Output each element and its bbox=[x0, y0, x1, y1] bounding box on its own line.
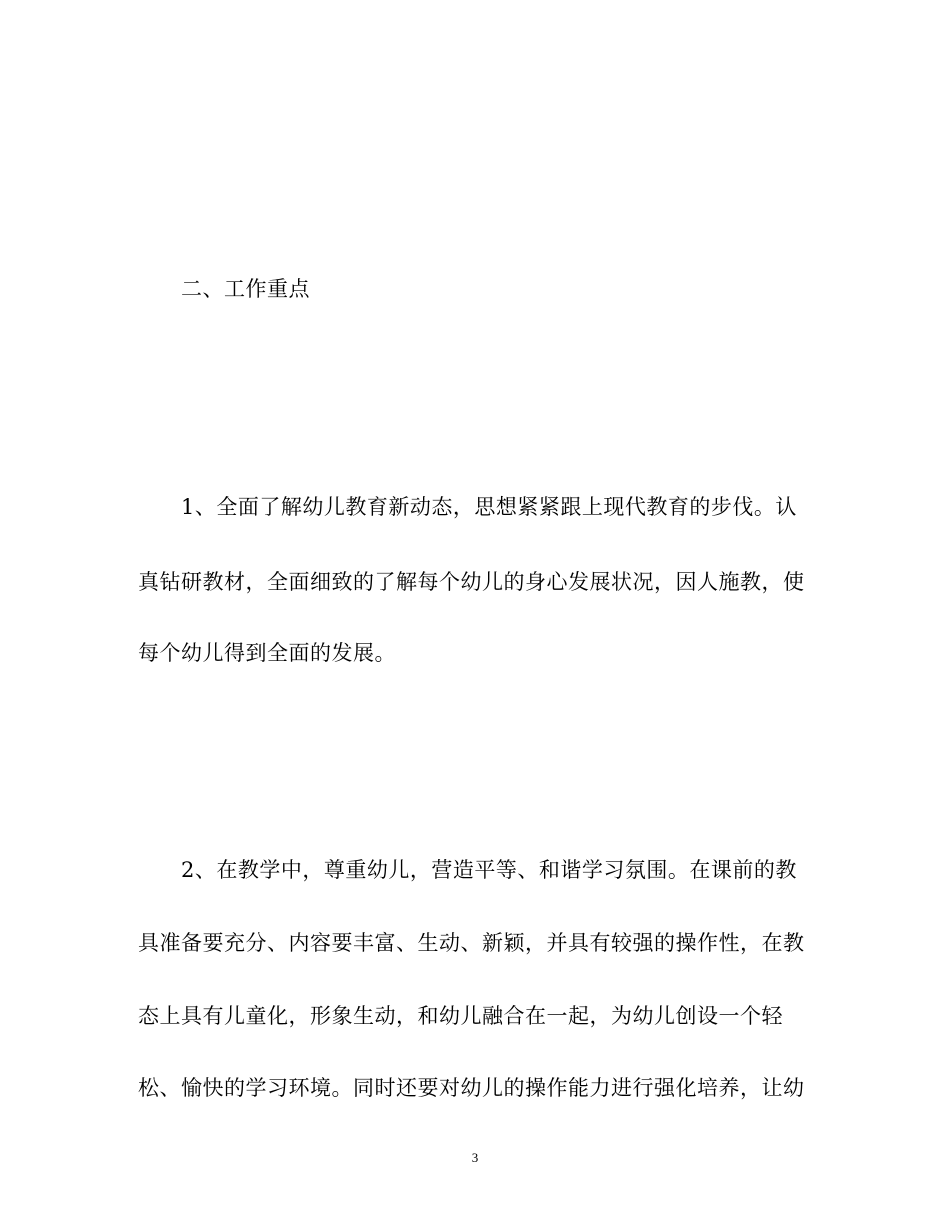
paragraph-2-line-1: 2、在教学中，尊重幼儿，营造平等、和谐学习氛围。在课前的教 bbox=[181, 858, 797, 882]
page-number: 3 bbox=[471, 1150, 479, 1165]
paragraph-1-line-1: 1、全面了解幼儿教育新动态，思想紧紧跟上现代教育的步伐。认 bbox=[181, 495, 797, 519]
paragraph-1-line-2: 真钻研教材，全面细致的了解每个幼儿的身心发展状况，因人施教，使 bbox=[138, 570, 805, 594]
section-heading: 二、工作重点 bbox=[181, 277, 310, 301]
paragraph-2-line-3: 态上具有儿童化，形象生动，和幼儿融合在一起，为幼儿创设一个轻 bbox=[138, 1004, 783, 1028]
paragraph-1-line-3: 每个幼儿得到全面的发展。 bbox=[138, 641, 396, 665]
paragraph-2-line-4: 松、愉快的学习环境。同时还要对幼儿的操作能力进行强化培养，让幼 bbox=[138, 1076, 805, 1100]
paragraph-2-line-2: 具准备要充分、内容要丰富、生动、新颖，并具有较强的操作性，在教 bbox=[138, 931, 805, 955]
